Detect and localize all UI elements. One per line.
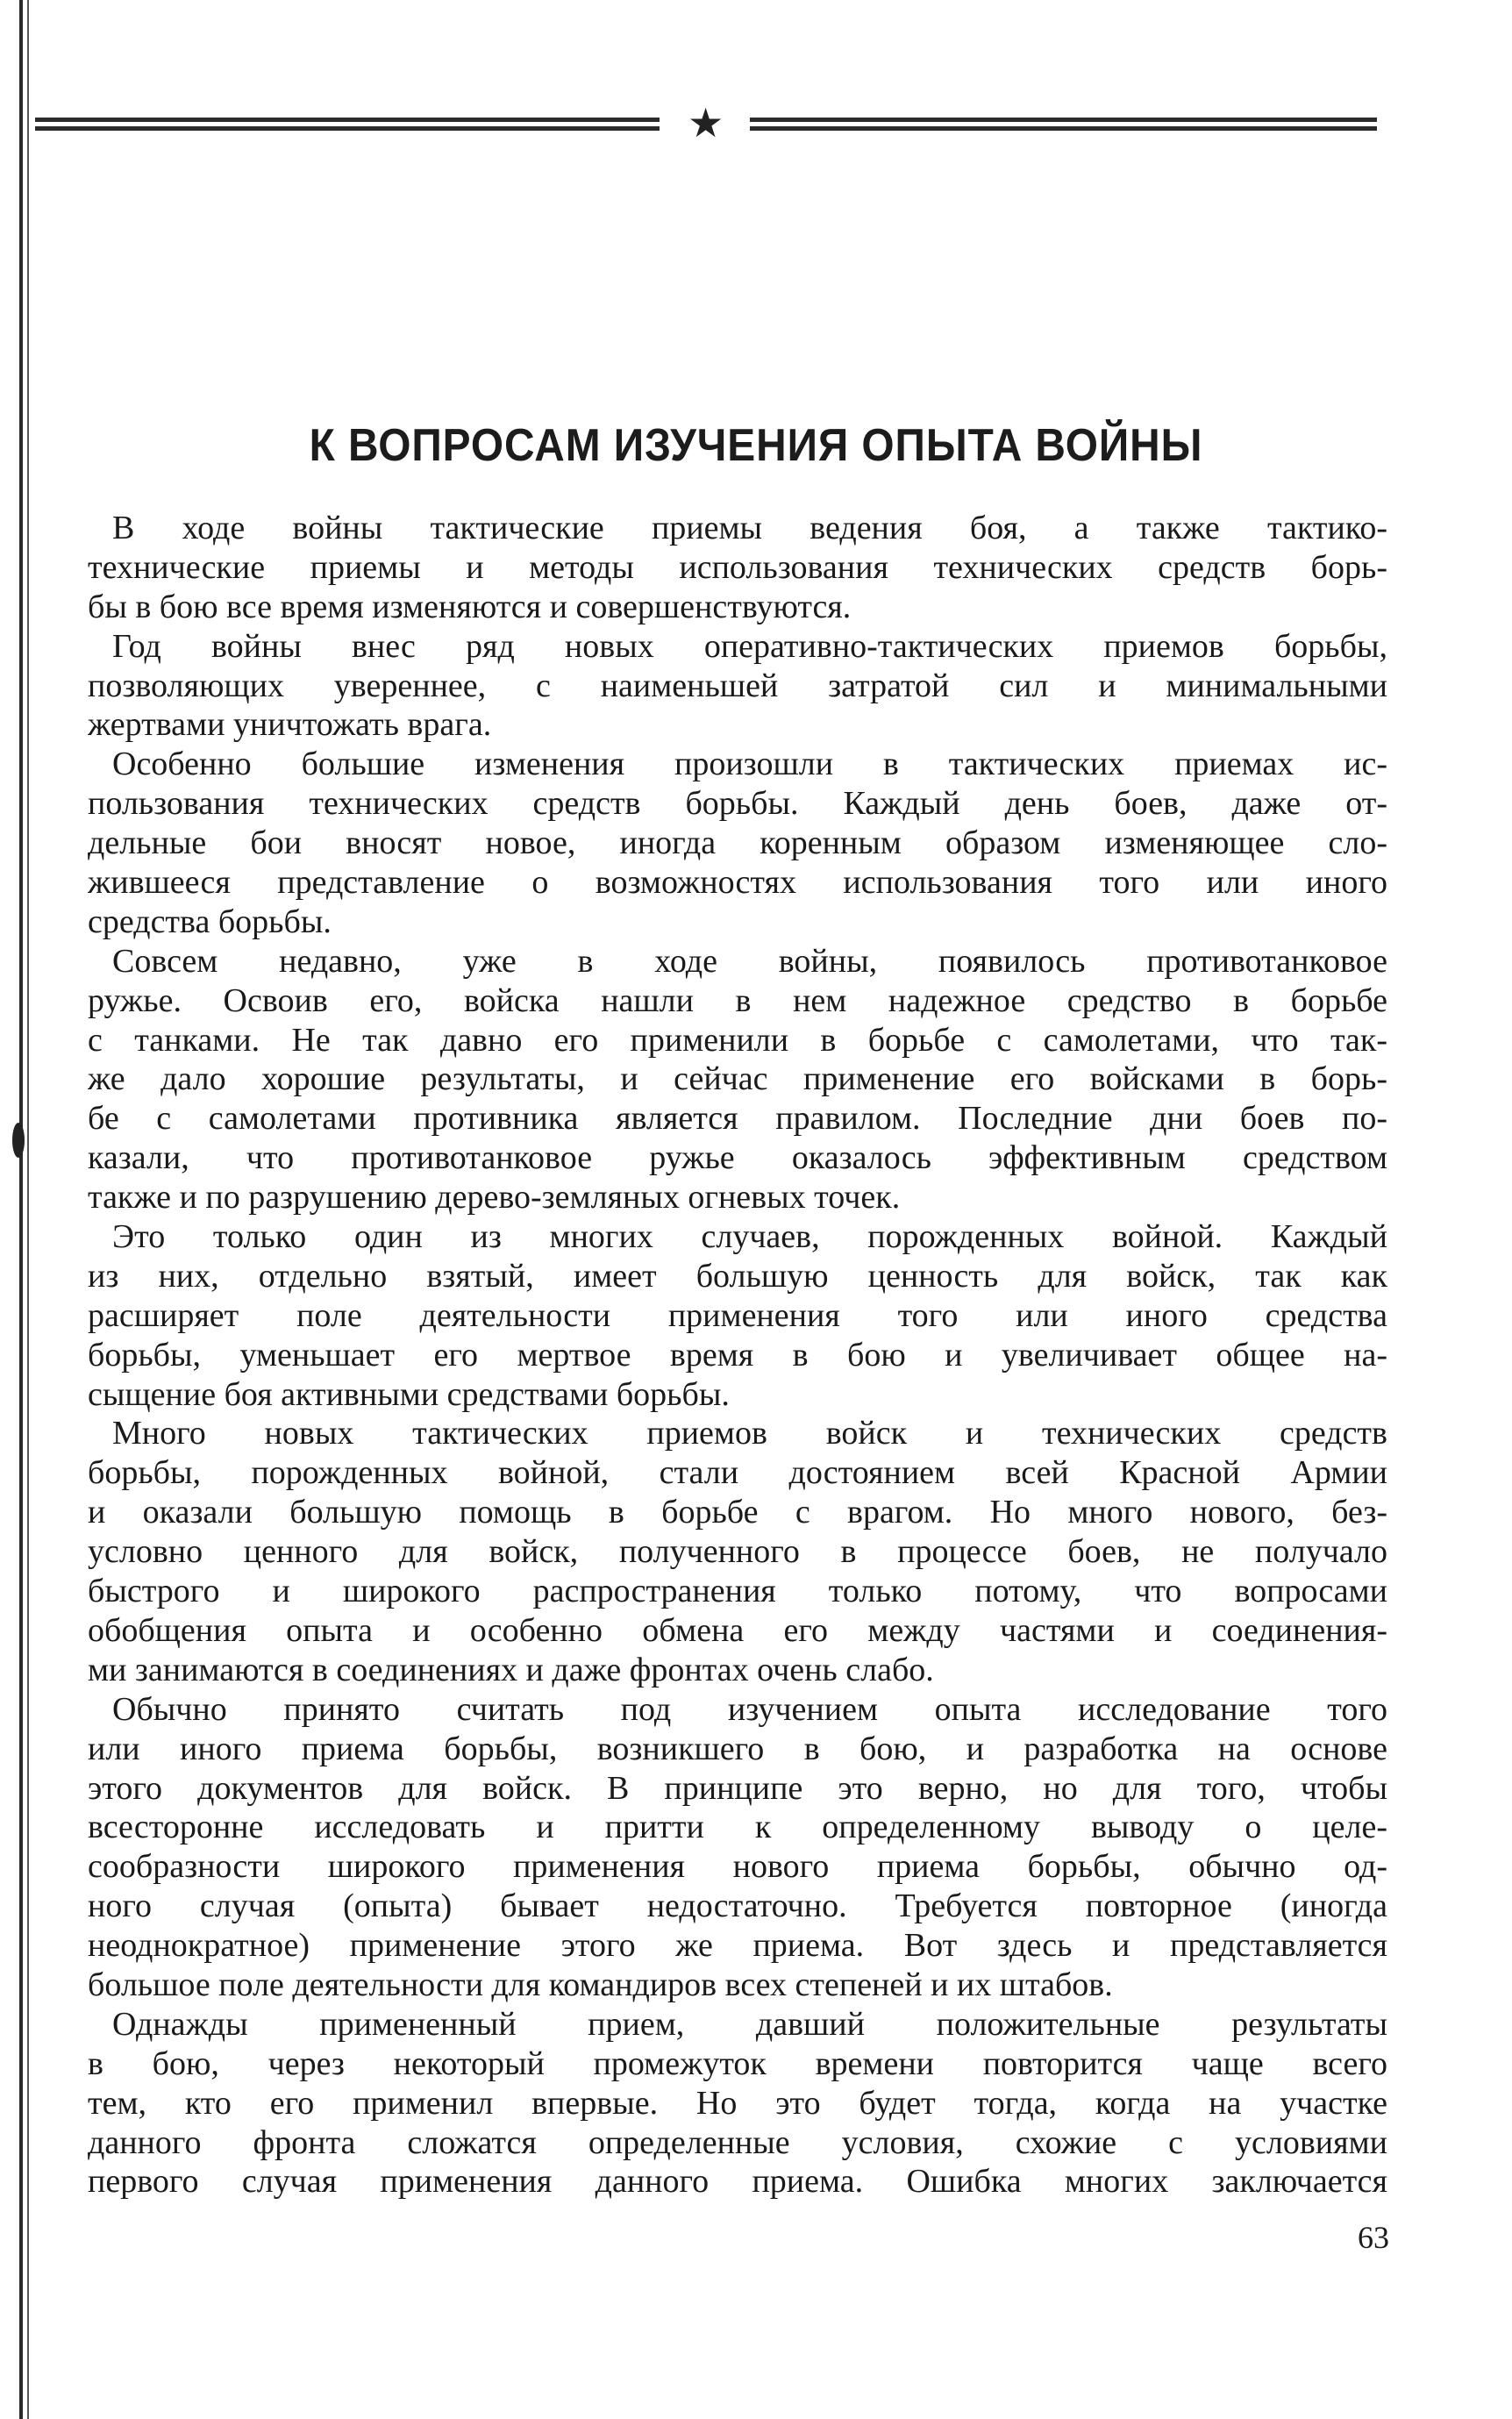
text-line: ружье. Освоив его, войска нашли в нем надежное средство в борьбе [88,981,1387,1019]
text-line: В ходе войны тактические приемы ведения боя, а также тактико- [112,510,1387,546]
text-line: Много новых тактических приемов войск и технических средств [112,1415,1387,1452]
text-line: бы в бою все время изменяются и совершенствуются. [88,588,852,625]
text-line: большое поле деятельности для командиров всех степеней и их штабов. [88,1966,1113,2003]
text-line: тем, кто его применил впервые. Но это будет тогда, когда на участке [88,2084,1387,2122]
text-line: в бою, через некоторый промежуток времени повторится чаще всего [88,2044,1387,2082]
star-icon: ★ [688,101,724,146]
header-rule-left [35,118,660,132]
text-line: из них, отдельно взятый, имеет большую ценность для войск, так как [88,1257,1387,1295]
text-line: с танками. Не так давно его применили в борьбе с самолетами, что так- [88,1021,1387,1059]
text-line: казали, что противотанковое ружье оказалось эффективным средством [88,1139,1387,1177]
text-line: сыщение боя активными средствами борьбы. [88,1375,730,1413]
header-rule-right [750,118,1377,132]
text-line: ного случая (опыта) бывает недостаточно. Требуется повторное (иногда [88,1887,1387,1925]
text-line: сообразности широкого применения нового приема борьбы, обычно од- [88,1848,1387,1886]
text-line: Совсем недавно, уже в ходе войны, появилось противотанковое [112,942,1387,980]
text-line: позволяющих увереннее, с наименьшей затратой сил и минимальными [88,667,1387,704]
binding-rule-inner [27,0,29,2419]
text-line: борьбы, порожденных войной, стали достоянием всей Красной Армии [88,1454,1387,1492]
text-line: или иного приема борьбы, возникшего в бою, и разработка на основе [88,1730,1387,1767]
text-line: борьбы, уменьшает его мертвое время в бою и увеличивает общее на- [88,1336,1387,1374]
text-line: всесторонне исследовать и притти к определенному выводу о целе- [88,1809,1387,1846]
text-line: ми занимаются в соединениях и даже фронтах очень слабо. [88,1651,934,1688]
text-line: данного фронта сложатся определенные условия, схожие с условиями [88,2123,1387,2161]
text-line: обобщения опыта и особенно обмена его между частями и соединения- [88,1611,1387,1649]
text-line: же дало хорошие результаты, и сейчас применение его войсками в борь- [88,1060,1387,1098]
text-line: и оказали большую помощь в борьбе с врагом. Но много нового, без- [88,1494,1387,1531]
text-line: этого документов для войск. В принципе это верно, но для того, чтобы [88,1769,1387,1807]
text-line: пользования технических средств борьбы. Каждый день боев, даже от- [88,785,1387,823]
text-line: Это только один из многих случаев, порожденных войной. Каждый [112,1218,1387,1256]
article-body [88,509,1387,2201]
text-line: Обычно принято считать под изучением опыта исследование того [112,1690,1387,1728]
text-line: быстрого и широкого распространения только потому, что вопросами [88,1573,1387,1610]
text-line: расширяет поле деятельности применения того или иного средства [88,1296,1387,1334]
binding-mark [12,1123,25,1158]
binding-rule-outer [19,0,23,2419]
text-line: средства борьбы. [88,903,332,940]
article-title: К ВОПРОСАМ ИЗУЧЕНИЯ ОПЫТА ВОЙНЫ [309,420,1203,471]
text-line: неоднократное) применение этого же приема. Вот здесь и представляется [88,1927,1387,1965]
text-line: жившееся представление о возможностях использования того или иного [88,864,1387,902]
text-line: бе с самолетами противника является правилом. Последние дни боев по- [88,1100,1387,1138]
text-line: технические приемы и методы использования технических средств борь- [88,548,1387,586]
text-line: также и по разрушению дерево-земляных огневых точек. [88,1179,901,1217]
text-line: первого случая применения данного приема. Ошибка многих заключается [88,2163,1387,2201]
text-line: условно ценного для войск, полученного в процессе боев, не получало [88,1533,1387,1571]
text-line: жертвами уничтожать врага. [88,706,492,744]
text-line: Год войны внес ряд новых оперативно-тактических приемов борьбы, [112,627,1387,665]
text-line: Особенно большие изменения произошли в тактических приемах ис- [112,746,1387,783]
page-number: 63 [1358,2220,1389,2255]
text-line: Однажды примененный прием, давший положительные результаты [112,2005,1387,2043]
text-line: дельные бои вносят новое, иногда коренным образом изменяющее сло- [88,824,1387,862]
